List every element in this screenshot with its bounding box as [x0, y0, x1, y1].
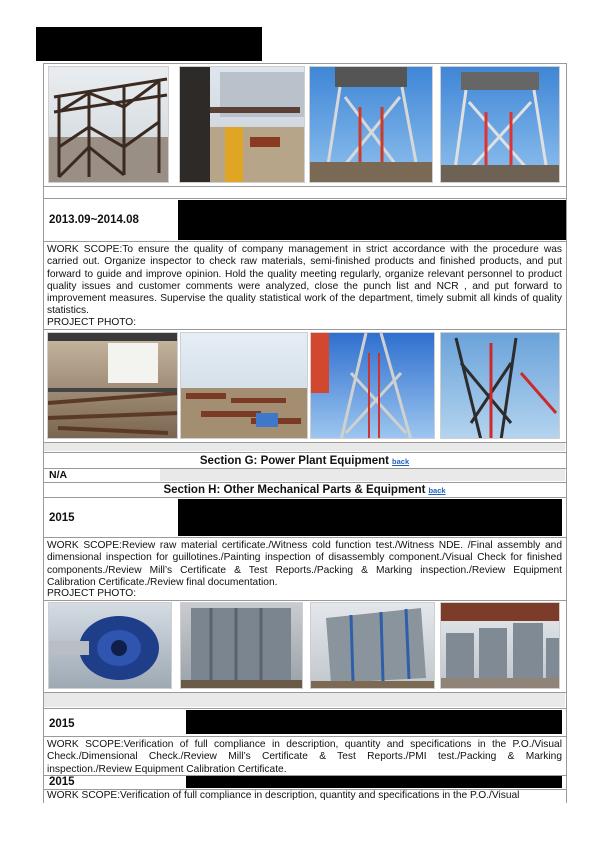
work-scope-text: WORK SCOPE:Verification of full compliance in description, quantity and specifications in the P.O./Visual Check./Dimensional Check./Review Mill’s Certificate & Test Reports./PMI test./Packing & Marking inspection./Review Equipment Calibration Certificate. — [47, 739, 562, 775]
section-g-value: N/A — [49, 469, 68, 481]
steel-yard-photo — [180, 332, 308, 439]
redacted-header — [36, 27, 262, 61]
work-scope-text: WORK SCOPE:To ensure the quality of company management in strict accordance with the procedure was carried out. Organize inspector to check raw materials, semi-finished products and finished products, and put forward to guide and improve opinion. Hold the quality meeting regularly, organize relevant personnel to product quality issues and customer comments were analyzed, close the punch list and NCR , and put forward to improvement measures. Supervise the quality statistical work of the department, timely submit all kinds of quality statistics. — [47, 244, 562, 317]
period-date: 2015 — [49, 512, 75, 524]
workshop-photo — [47, 332, 178, 439]
container-photo — [310, 602, 435, 689]
project-photo-label: PROJECT PHOTO: — [47, 317, 137, 328]
work-scope-text: WORK SCOPE:Verification of full compliance in description, quantity and specifications in the P.O./Visual — [47, 790, 520, 801]
derrick-photo-3 — [310, 332, 435, 439]
derrick-photo-1 — [309, 66, 433, 183]
section-g-back-link[interactable]: back — [392, 457, 410, 466]
redacted-project-title — [186, 776, 562, 788]
work-scope-text: WORK SCOPE:Review raw material certificate./Witness cold function test./Witness NDE. /Final assembly and dimensional inspection for guillotines./Painting inspection of disassembly component./Visual Check for finished components./Review Mill’s Certificate & Test Reports./Packing & Marking inspection./Review Equipment Calibration Certificate./Review final documentation. — [47, 540, 562, 588]
period-date: 2015 — [49, 718, 75, 730]
section-h-heading — [43, 484, 566, 496]
derrick-photo-4 — [440, 332, 560, 439]
redacted-project-title — [186, 710, 562, 734]
section-g-heading — [43, 455, 566, 467]
section-h-back-link[interactable]: back — [428, 486, 446, 495]
guillotine-photo — [180, 602, 303, 689]
steel-structure-photo — [48, 66, 169, 183]
equipment-yard-photo — [440, 602, 560, 689]
period-date: 2015 — [49, 776, 75, 788]
project-photo-label: PROJECT PHOTO: — [47, 588, 137, 599]
gearbox-photo — [48, 602, 172, 689]
section-h-title: Section H: Other Mechanical Parts & Equipment — [163, 484, 426, 496]
section-g-title: Section G: Power Plant Equipment — [199, 455, 390, 467]
period-date: 2013.09~2014.08 — [49, 214, 139, 226]
redacted-project-title — [178, 499, 562, 536]
redacted-project-title — [178, 200, 566, 240]
derrick-photo-2 — [440, 66, 560, 183]
yard-photo — [179, 66, 305, 183]
